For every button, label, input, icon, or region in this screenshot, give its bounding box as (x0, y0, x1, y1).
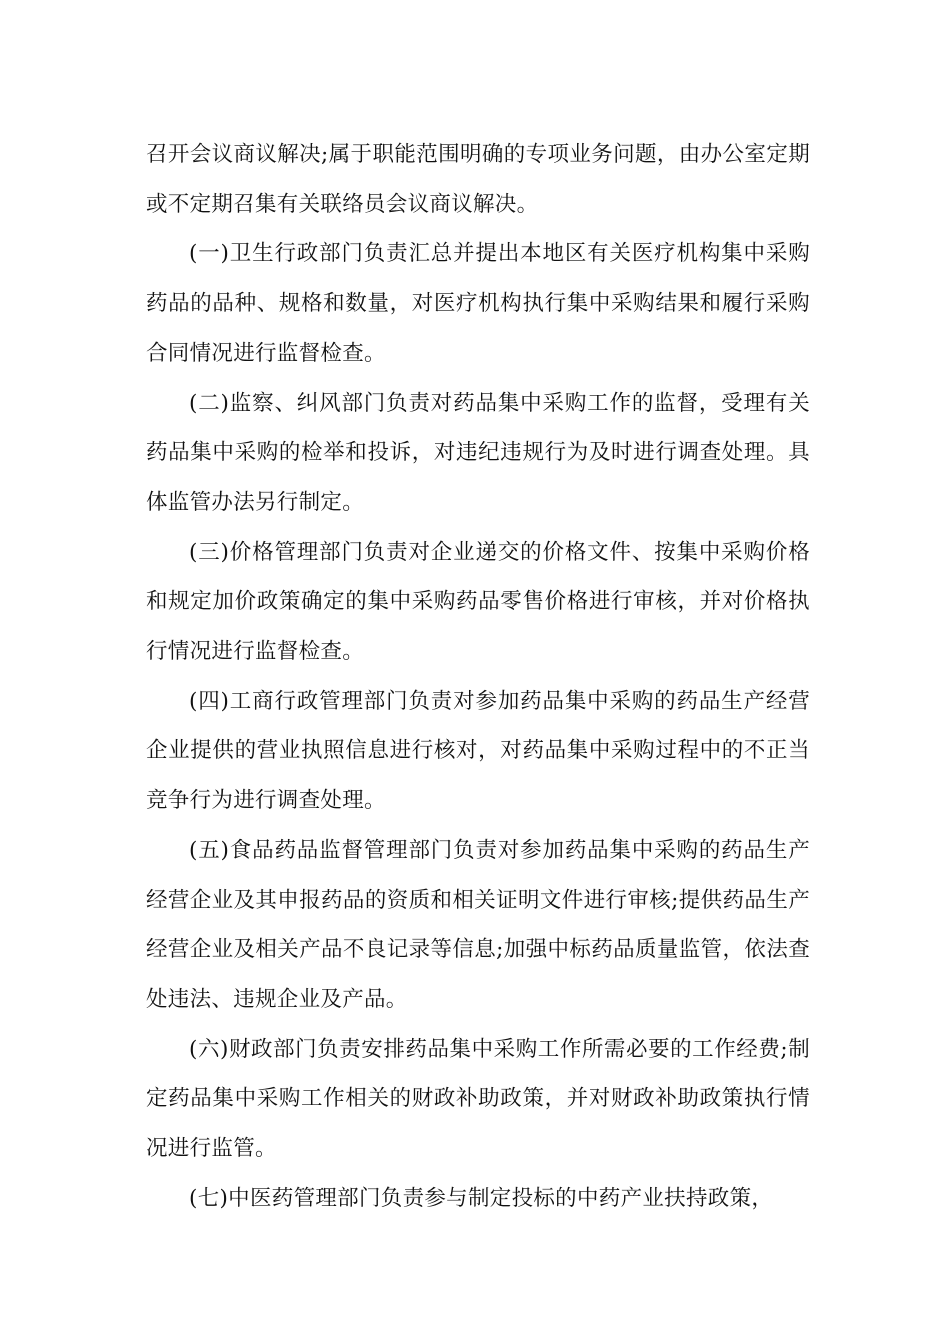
paragraph-item-1: (一)卫生行政部门负责汇总并提出本地区有关医疗机构集中采购药品的品种、规格和数量，对医疗机构执行集中采购结果和履行采购合同情况进行监督检查。 (146, 241, 810, 366)
paragraph-continuation: 召开会议商议解决;属于职能范围明确的专项业务问题，由办公室定期或不定期召集有关联络员会议商议解决。 (146, 142, 810, 217)
paragraph-item-6: (六)财政部门负责安排药品集中采购工作所需必要的工作经费;制定药品集中采购工作相关的财政补助政策，并对财政补助政策执行情况进行监管。 (146, 1036, 810, 1162)
paragraph-item-3: (三)价格管理部门负责对企业递交的价格文件、按集中采购价格和规定加价政策确定的集中采购药品零售价格进行审核，并对价格执行情况进行监督检查。 (146, 539, 810, 665)
paragraph-item-5: (五)食品药品监督管理部门负责对参加药品集中采购的药品生产经营企业及其申报药品的资质和相关证明文件进行审核;提供药品生产经营企业及相关产品不良记录等信息;加强中标药品质量监管，依法查处违法、违规企业及产品。 (146, 837, 810, 1012)
paragraph-item-2: (二)监察、纠风部门负责对药品集中采购工作的监督，受理有关药品集中采购的检举和投诉，对违纪违规行为及时进行调查处理。具体监管办法另行制定。 (146, 390, 810, 515)
paragraph-item-4: (四)工商行政管理部门负责对参加药品集中采购的药品生产经营企业提供的营业执照信息进行核对，对药品集中采购过程中的不正当竞争行为进行调查处理。 (146, 688, 810, 814)
document-body (146, 130, 810, 1223)
paragraph-item-7: (七)中医药管理部门负责参与制定投标的中药产业扶持政策， (189, 1185, 774, 1211)
